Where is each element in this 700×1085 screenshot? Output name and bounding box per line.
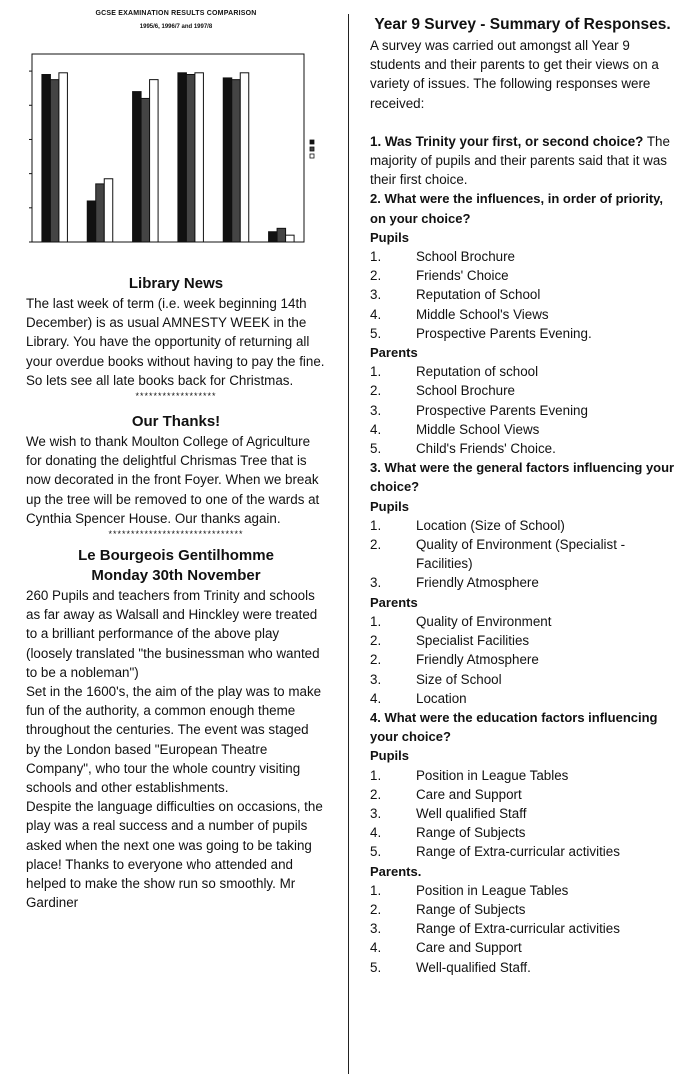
q2-parents-list — [370, 362, 675, 458]
list-item-number: 4. — [370, 940, 382, 956]
list-item-text: School Brochure — [416, 249, 515, 265]
list-item-text: Well-qualified Staff. — [416, 959, 531, 975]
bar — [133, 92, 142, 242]
list-item-text: Position in League Tables — [416, 767, 569, 783]
list-item-number: 5. — [370, 441, 382, 457]
list-item-text: Range of Subjects — [416, 825, 526, 841]
library-news-body: The last week of term (i.e. week beginning 14th December) is as usual AMNESTY WEEK in the Library. You have the opportunity of returning all your overdue books without having to pay the fine. So lets see all late books back for Christmas. — [26, 296, 325, 388]
survey-q1-question: 1. Was Trinity your first, or second choice? — [370, 133, 644, 149]
our-thanks-title: Our Thanks! — [131, 413, 221, 431]
list-item-number: 4. — [370, 306, 382, 322]
list-item — [370, 324, 675, 343]
library-stars-divider: ****************** — [135, 391, 217, 402]
bar — [269, 232, 278, 242]
list-item — [370, 881, 675, 900]
list-item — [370, 785, 675, 804]
list-item — [370, 573, 675, 592]
list-item — [370, 535, 675, 573]
list-item — [370, 958, 675, 977]
list-item-number: 5. — [370, 325, 382, 341]
list-item-text: Position in League Tables — [416, 882, 569, 898]
bar — [96, 184, 105, 242]
list-item-text: Size of School — [416, 671, 502, 687]
chart-plot-frame — [32, 54, 304, 242]
survey-q1-answer: The majority of pupils and their parents said that it was their first choice. — [370, 133, 670, 188]
list-item-text: Location — [416, 690, 467, 706]
list-item — [370, 670, 675, 689]
list-item-text: Child's Friends' Choice. — [416, 441, 556, 457]
list-item — [370, 439, 675, 458]
list-item-text: Reputation of School — [416, 287, 541, 303]
bar — [59, 73, 68, 242]
q4-pupils-label: Pupils — [370, 748, 410, 764]
play-date: Monday 30th November — [91, 567, 261, 585]
list-item-number: 1. — [370, 517, 382, 533]
survey-title: Year 9 Survey - Summary of Responses. — [374, 16, 671, 33]
legend-swatch — [310, 154, 314, 158]
list-item-number: 2. — [370, 652, 382, 668]
q2-parents-label: Parents — [370, 345, 418, 361]
list-item-number: 2. — [370, 633, 382, 649]
list-item-text: Middle School's Views — [416, 306, 549, 322]
chart-subtitle: 1995/6, 1996/7 and 1997/8 — [139, 24, 213, 30]
list-item-number: 3. — [370, 805, 382, 821]
list-item-text: Care and Support — [416, 940, 522, 956]
column-divider — [348, 14, 349, 1074]
play-paragraph-1: 260 Pupils and teachers from Trinity and schools as far away as Walsall and Hinckley were treated to a brilliant performance of the above play (loosely translated "the businessman who wanted to be a nobleman") — [26, 588, 320, 680]
q4-pupils-list — [370, 766, 675, 862]
list-item — [370, 401, 675, 420]
list-item — [370, 689, 675, 708]
list-item-number: 5. — [370, 959, 382, 975]
bar — [277, 228, 286, 242]
bar — [286, 235, 295, 242]
list-item-number: 5. — [370, 844, 382, 860]
q3-pupils-label: Pupils — [370, 498, 410, 514]
survey-q1 — [370, 132, 675, 190]
list-item — [370, 381, 675, 400]
list-item-text: Friends' Choice — [416, 268, 509, 284]
thanks-stars-divider: ****************************** — [108, 529, 244, 540]
list-item — [370, 247, 675, 266]
survey-q3-question: 3. What were the general factors influencing your choice? — [370, 460, 675, 495]
list-item-number: 3. — [370, 402, 382, 418]
bar — [223, 78, 232, 242]
list-item-text: Prospective Parents Evening — [416, 402, 588, 418]
list-item — [370, 842, 675, 861]
bar — [150, 80, 159, 242]
list-item — [370, 266, 675, 285]
list-item-number: 4. — [370, 825, 382, 841]
list-item-number: 2. — [370, 786, 382, 802]
list-item-text: Well qualified Staff — [416, 805, 527, 821]
list-item-text: Care and Support — [416, 786, 522, 802]
library-news-title: Library News — [128, 275, 224, 292]
q4-parents-label: Parents. — [370, 863, 422, 879]
list-item-text: Middle School Views — [416, 421, 540, 437]
bar — [232, 80, 241, 242]
bar — [141, 98, 150, 242]
survey-intro: A survey was carried out amongst all Year 9 students and their parents to get their views on a variety of issues. The following responses were received: — [370, 38, 659, 111]
right-column — [370, 0, 675, 977]
list-item-number: 1. — [370, 882, 382, 898]
bar — [42, 75, 51, 242]
list-item-number: 3. — [370, 671, 382, 687]
list-item-number: 1. — [370, 767, 382, 783]
q2-pupils-list — [370, 247, 675, 343]
bar — [186, 75, 195, 242]
list-item-number: 4. — [370, 421, 382, 437]
list-item-number: 2. — [370, 901, 382, 917]
bar — [178, 73, 187, 242]
chart-title: GCSE EXAMINATION RESULTS COMPARISON — [95, 10, 257, 17]
list-item-number: 1. — [370, 613, 382, 629]
list-item — [370, 804, 675, 823]
list-item-number: 4. — [370, 690, 382, 706]
list-item — [370, 938, 675, 957]
survey-q2-question: 2. What were the influences, in order of priority, on your choice? — [370, 191, 664, 226]
list-item-text: Location (Size of School) — [416, 517, 565, 533]
list-item-text: Reputation of school — [416, 364, 539, 380]
q2-pupils-label: Pupils — [370, 229, 410, 245]
list-item-number: 1. — [370, 364, 382, 380]
list-item — [370, 631, 675, 650]
bar — [50, 80, 59, 242]
list-item — [370, 612, 675, 631]
list-item — [370, 362, 675, 381]
bar — [195, 73, 204, 242]
q3-pupils-list — [370, 516, 675, 593]
list-item-number: 2. — [370, 383, 382, 399]
survey-q4-question: 4. What were the education factors influencing your choice? — [370, 709, 658, 745]
legend-swatch — [310, 147, 314, 151]
list-item-number: 1. — [370, 249, 382, 265]
bar — [104, 179, 113, 242]
left-column — [26, 0, 326, 912]
play-title: Le Bourgeois Gentilhomme — [78, 547, 274, 565]
list-item — [370, 919, 675, 938]
list-item-number: 3. — [370, 287, 382, 303]
list-item-text: Range of Extra-curricular activities — [416, 921, 620, 937]
list-item-number: 3. — [370, 921, 382, 937]
list-item-text: Prospective Parents Evening. — [416, 325, 592, 341]
play-paragraph-2: Set in the 1600's, the aim of the play was to make fun of the authority, a common enough theme throughout the centuries. The event was staged by the London based "European Theatre Company", who tour the whole country visiting schools and other establishments. — [26, 684, 322, 796]
play-paragraph-3: Despite the language difficulties on occasions, the play was a real success and a number of pupils asked when the next one was going to be taking place! Thanks to everyone who attended and helped to make the show run so smoothly. Mr Gardiner — [26, 799, 323, 911]
list-item-number: 2. — [370, 537, 382, 553]
bar — [240, 73, 249, 242]
our-thanks-body: We wish to thank Moulton College of Agriculture for donating the delightful Chrismas Tree that is now decorated in the front Foyer. When we break up the tree will be removed to one of the wards at Cynthia Spencer House. Our thanks again. — [26, 434, 320, 526]
list-item — [370, 420, 675, 439]
list-item — [370, 766, 675, 785]
list-item-text: School Brochure — [416, 383, 515, 399]
list-item-number: 3. — [370, 575, 382, 591]
list-item — [370, 285, 675, 304]
q3-parents-list — [370, 612, 675, 708]
list-item-text: Quality of Environment — [416, 613, 552, 629]
list-item-number: 2. — [370, 268, 382, 284]
list-item-text: Range of Subjects — [416, 901, 526, 917]
q3-parents-label: Parents — [370, 594, 418, 610]
list-item-text: Specialist Facilities — [416, 633, 530, 649]
list-item-text: Friendly Atmosphere — [416, 652, 539, 668]
bar — [87, 201, 96, 242]
list-item — [370, 823, 675, 842]
list-item-text: Friendly Atmosphere — [416, 575, 539, 591]
legend-swatch — [310, 140, 314, 144]
list-item — [370, 650, 675, 669]
list-item-text: Range of Extra-curricular activities — [416, 844, 620, 860]
list-item — [370, 516, 675, 535]
list-item-text: Quality of Environment (Specialist - Facilities) — [416, 537, 626, 572]
q4-parents-list — [370, 881, 675, 977]
list-item — [370, 305, 675, 324]
results-bar-chart — [26, 50, 326, 250]
list-item — [370, 900, 675, 919]
